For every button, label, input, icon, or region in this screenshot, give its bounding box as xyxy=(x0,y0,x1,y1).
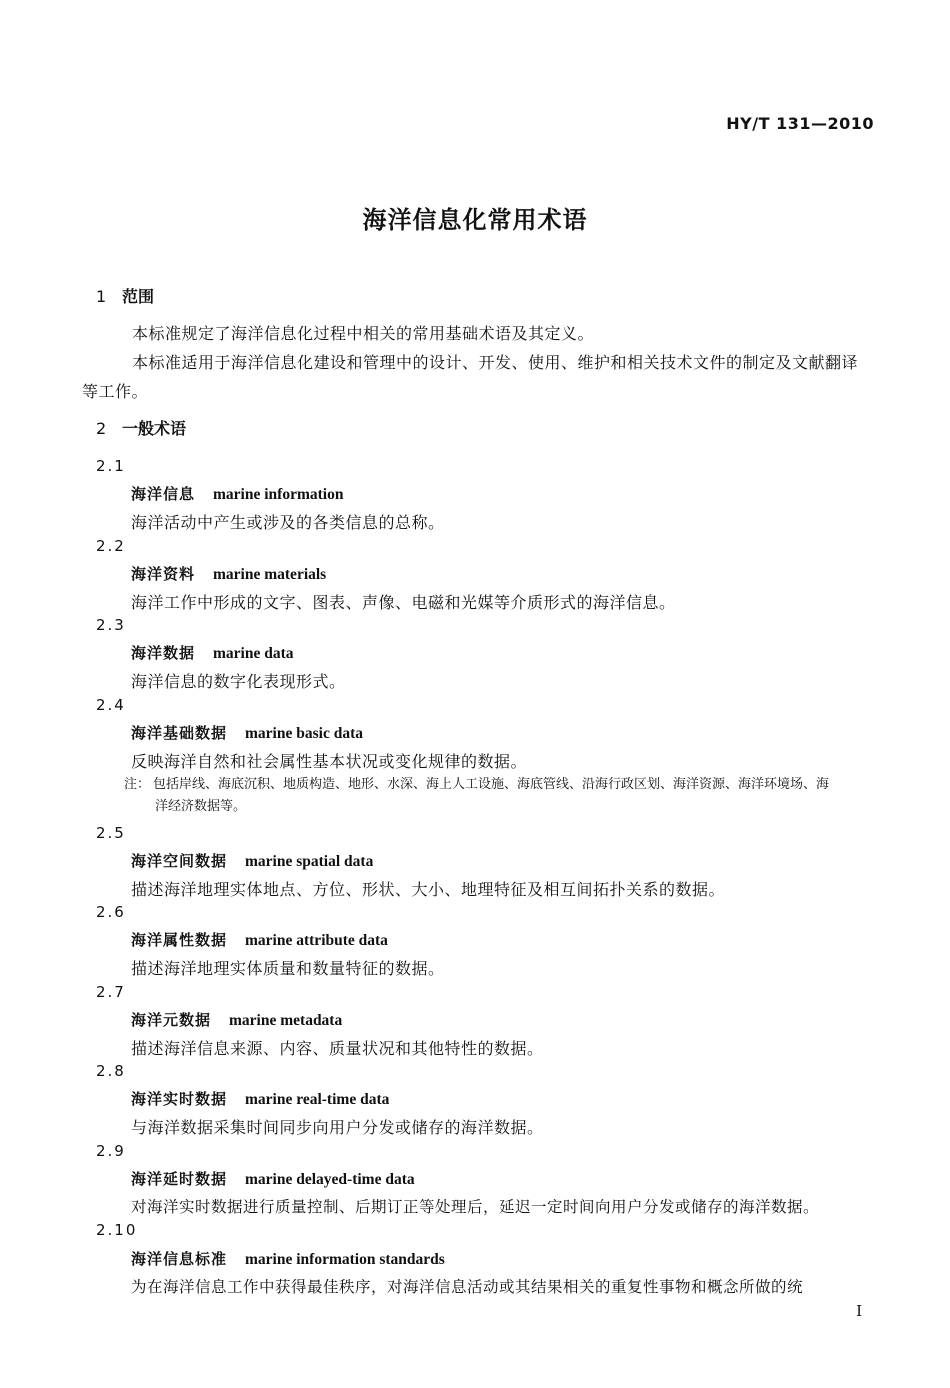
term-english-name: marine real-time data xyxy=(245,1091,390,1108)
term-heading xyxy=(131,850,373,871)
note-text-line-1: 包括岸线、海底沉积、地质构造、地形、水深、海上人工设施、海底管线、沿海行政区划、海洋资源、海洋环境场、海 xyxy=(153,777,830,792)
term-heading xyxy=(131,1088,389,1109)
term-heading xyxy=(131,563,326,584)
scope-paragraph-1: 本标准规定了海洋信息化过程中相关的常用基础术语及其定义。 xyxy=(132,324,595,343)
scope-paragraph-2: 本标准适用于海洋信息化建设和管理中的设计、开发、使用、维护和相关技术文件的制定及文献翻译等工作。 xyxy=(82,353,859,401)
term-heading xyxy=(131,483,343,504)
section-title: 一般术语 xyxy=(122,419,187,438)
term-definition: 描述海洋地理实体质量和数量特征的数据。 xyxy=(131,959,445,978)
term-english-name: marine delayed-time data xyxy=(245,1171,415,1188)
section-heading-scope xyxy=(96,284,154,307)
term-english-name: marine materials xyxy=(213,566,327,583)
term-english-name: marine attribute data xyxy=(245,932,388,949)
term-number: 2.3 xyxy=(96,616,126,634)
term-english-name: marine data xyxy=(213,645,294,662)
term-chinese-name: 海洋数据 xyxy=(131,644,196,662)
term-chinese-name: 海洋属性数据 xyxy=(131,931,228,949)
term-number: 2.10 xyxy=(96,1221,138,1239)
page-number: I xyxy=(856,1302,862,1320)
term-english-name: marine basic data xyxy=(245,725,363,742)
term-definition: 对海洋实时数据进行质量控制、后期订正等处理后，延迟一定时间向用户分发或储存的海洋数据。 xyxy=(131,1198,820,1216)
term-definition: 海洋信息的数字化表现形式。 xyxy=(131,672,346,691)
term-definition: 描述海洋信息来源、内容、质量状况和其他特性的数据。 xyxy=(131,1039,544,1058)
term-english-name: marine information xyxy=(213,486,344,503)
term-chinese-name: 海洋资料 xyxy=(131,565,196,583)
term-number: 2.7 xyxy=(96,983,126,1001)
term-definition: 海洋活动中产生或涉及的各类信息的总称。 xyxy=(131,513,445,532)
term-chinese-name: 海洋实时数据 xyxy=(131,1090,228,1108)
term-definition: 为在海洋信息工作中获得最佳秩序，对海洋信息活动或其结果相关的重复性事物和概念所做的统 xyxy=(131,1278,804,1296)
term-number: 2.8 xyxy=(96,1062,126,1080)
section-number: 1 xyxy=(96,287,107,306)
term-chinese-name: 海洋信息标准 xyxy=(131,1250,228,1268)
term-heading xyxy=(131,1009,342,1030)
term-heading xyxy=(131,642,294,663)
term-heading xyxy=(131,929,388,950)
note-text-line-2: 洋经济数据等。 xyxy=(155,799,247,814)
term-english-name: marine information standards xyxy=(245,1251,445,1268)
note-label: 注： xyxy=(124,777,151,792)
term-number: 2.9 xyxy=(96,1142,126,1160)
term-definition: 海洋工作中形成的文字、图表、声像、电磁和光媒等介质形式的海洋信息。 xyxy=(131,593,676,612)
term-chinese-name: 海洋基础数据 xyxy=(131,724,228,742)
term-heading xyxy=(131,722,363,743)
term-definition: 反映海洋自然和社会属性基本状况或变化规律的数据。 xyxy=(131,752,528,771)
section-title: 范围 xyxy=(122,287,155,306)
term-number: 2.4 xyxy=(96,696,126,714)
term-note xyxy=(124,774,874,818)
term-english-name: marine spatial data xyxy=(245,853,374,870)
term-number: 2.6 xyxy=(96,903,126,921)
term-definition: 与海洋数据采集时间同步向用户分发或储存的海洋数据。 xyxy=(131,1118,544,1137)
term-number: 2.1 xyxy=(96,457,126,475)
term-heading xyxy=(131,1168,415,1189)
term-number: 2.5 xyxy=(96,824,126,842)
term-heading xyxy=(131,1248,445,1269)
standard-code: HY/T 131—2010 xyxy=(726,114,874,133)
term-number: 2.2 xyxy=(96,537,126,555)
term-chinese-name: 海洋空间数据 xyxy=(131,852,228,870)
term-chinese-name: 海洋信息 xyxy=(131,485,196,503)
term-english-name: marine metadata xyxy=(229,1012,343,1029)
term-chinese-name: 海洋元数据 xyxy=(131,1011,212,1029)
term-definition: 描述海洋地理实体地点、方位、形状、大小、地理特征及相互间拓扑关系的数据。 xyxy=(131,880,726,899)
section-heading-general-terms xyxy=(96,416,186,439)
term-chinese-name: 海洋延时数据 xyxy=(131,1170,228,1188)
section-number: 2 xyxy=(96,419,107,438)
document-title: 海洋信息化常用术语 xyxy=(362,206,588,234)
